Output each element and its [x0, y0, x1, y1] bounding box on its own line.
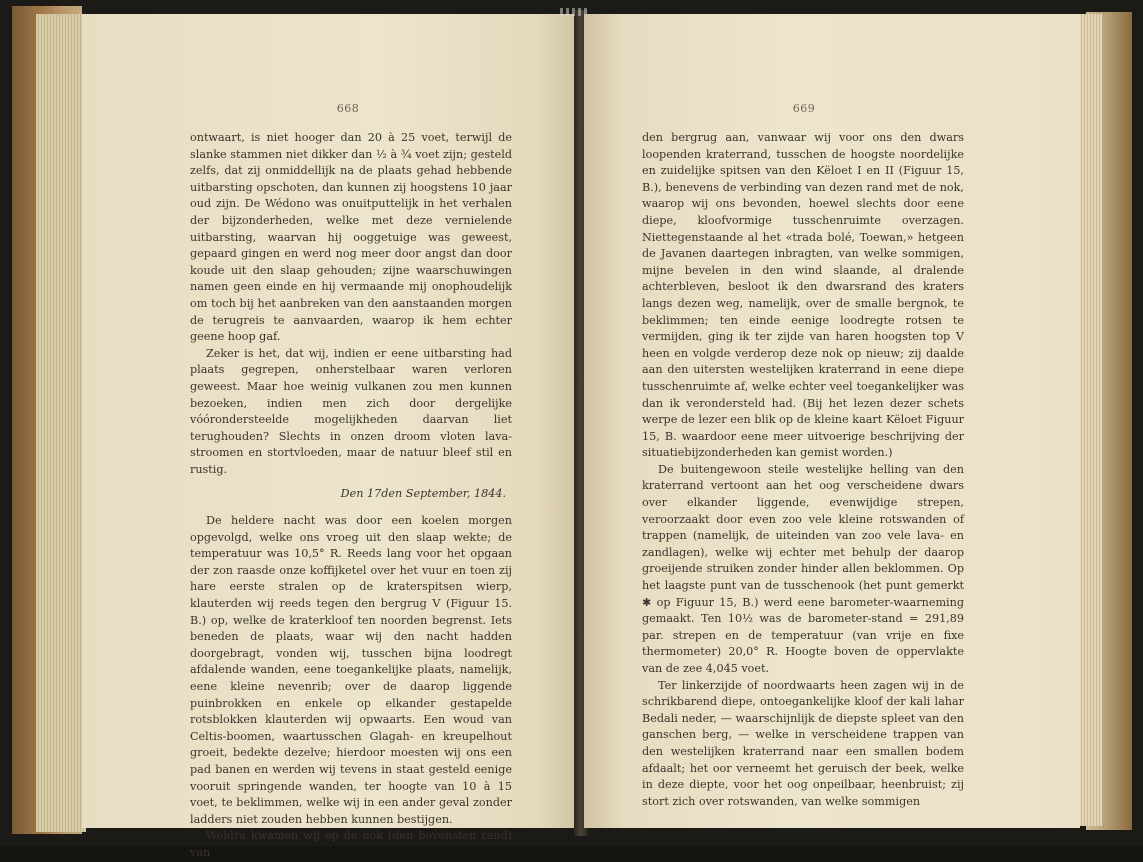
- left-page-text: [190, 130, 512, 862]
- paragraph: De buitengewoon steile westelijke helling van den kraterrand vertoont aan het oog verscheidene dwars over elkander liggende, evenwijdige strepen, veroorzaakt door even zoo vele kleine rotswanden of trappen (namelijk, de uiteinden van zoo vele lava- en zandlagen), welke wij echter met behulp der daarop groeijende struiken zonder hinder allen beklommen. Op het laagste punt van de tusschenook (het punt gemerkt ✱ op Figuur 15, B.) werd eene barometer-waarneming gemaakt. Ten 10½ was de barometer-stand = 291,89 par. strepen en de temperatuur (van vrije en fixe thermometer) 20,0° R. Hoogte boven de oppervlakte van de zee 4,045 voet.: [642, 462, 964, 675]
- paragraph: Weldra kwamen wij op de nok (den bovensten rand) van: [190, 829, 512, 859]
- left-page: [82, 14, 578, 859]
- right-page-number: 669: [792, 102, 816, 115]
- paragraph: Ter linkerzijde of noordwaarts heen zagen wij in de schrikbarend diepe, ontoegankelijke kloof der kali lahar Bedali neder, — waarschijnlijk de diepste spleet van den ganschen berg, — welke in verscheidene trappen van den westelijken kraterrand naar een smallen bodem afdaalt; het oor verneemt het geruisch der beek, welke in deze diepte, voor het oog onpeilbaar, heenbruist; zij stort zich over rotswanden, van welke sommigen: [642, 678, 964, 808]
- left-page-number: 668: [336, 102, 360, 115]
- paragraph: ontwaart, is niet hooger dan 20 à 25 voet, terwijl de slanke stammen niet dikker dan ½ à ¾ voet zijn; gesteld zelfs, dat zij onmiddellijk na de plaats gehad hebbende uitbarsting opschoten, dan kunnen zij hoogstens 10 jaar oud zijn. De Wédono was onuitputtelijk in het verhalen der bijzonderheden, welke met deze vernielende uitbarsting, waarvan hij ooggetuige was geweest, gepaard gingen en werd nog meer door angst dan door koude uit den slaap gehouden; zijne waarschuwingen namen geen einde en hij vermaande mij onophoudelijk om toch bij het aanbreken van den aanstaanden morgen de terugreis te aanvaarden, waarop ik hem echter geene hoop gaf.: [190, 131, 512, 344]
- paragraph: Zeker is het, dat wij, indien er eene uitbarsting had plaats gegrepen, onherstelbaar waren verloren geweest. Maar hoe weinig vulkanen zou men kunnen bezoeken, indien men zich door dergelijke vóórondersteelde mogelijkheden daarvan liet terughouden? Slechts in onzen droom vloten lava-stroomen en stortvloeden, maar de natuur bleef stil en rustig.: [190, 346, 512, 476]
- right-page-text: [642, 130, 964, 810]
- paragraph: De heldere nacht was door een koelen morgen opgevolgd, welke ons vroeg uit den slaap wekte; de temperatuur was 10,5° R. Reeds lang voor het opgaan der zon raasde onze koffijketel over het vuur en toen zij hare eerste stralen op de kraterspitsen wierp, klauterden wij reeds tegen den bergrug V (Figuur 15. B.) op, welke de kraterkloof ten noorden begrenst. Iets beneden de plaats, waar wij den nacht hadden doorgebragt, vonden wij, tusschen bijna loodregt afdalende wanden, eene toegankelijke plaats, namelijk, eene kleine nevenrib; over de daarop liggende puinbrokken en enkele op elkander gestapelde rotsblokken klauterden wij opwaarts. Een woud van Celtis-boomen, waartusschen Glagah- en kreupelhout groeit, bedekte dezelve; hierdoor moesten wij ons een pad banen en werden wij tevens in staat gesteld eenige vooruit springende wanden, ter hoogte van 10 à 15 voet, te beklimmen, welke wij in een ander geval zonder ladders niet zouden hebben kunnen bestijgen.: [190, 514, 512, 826]
- left-page-edges: [36, 14, 86, 832]
- paragraph: den bergrug aan, vanwaar wij voor ons den dwars loopenden kraterrand, tusschen de hoogste noordelijke en zuidelijke spitsen van den Këloet I en II (Figuur 15, B.), benevens de verbinding van dezen rand met de nok, waarop wij ons bevonden, hoewel slechts door eene diepe, kloofvormige tusschenruimte overzagen. Niettegenstaande al het «trada bolé, Toewan,» hetgeen de Javanen daartegen inbragten, van welke sommigen, mijne bevelen in den wind slaande, al dralende achterbleven, besloot ik den dwarsrand des kraters langs dezen weg, namelijk, over de smalle bergnok, te beklimmen; ten einde eenige loodregte rotsen te vermijden, ging ik ter zijde van haren hoogsten top V heen en volgde verderop deze nok op nieuw; zij daalde aan den uitersten westelijken kraterrand in eene diepe tusschenruimte af, welke echter veel toegankelijker was dan ik verondersteld had. (Bij het lezen dezer schets werpe de lezer een blik op de kleine kaart Këloet Figuur 15, B. waardoor eene meer uitvoerige beschrijving der situatiebijzonderheden kan gemist worden.): [642, 131, 964, 460]
- dateline: Den 17den September, 1844.: [340, 487, 506, 501]
- right-page: [584, 14, 1080, 828]
